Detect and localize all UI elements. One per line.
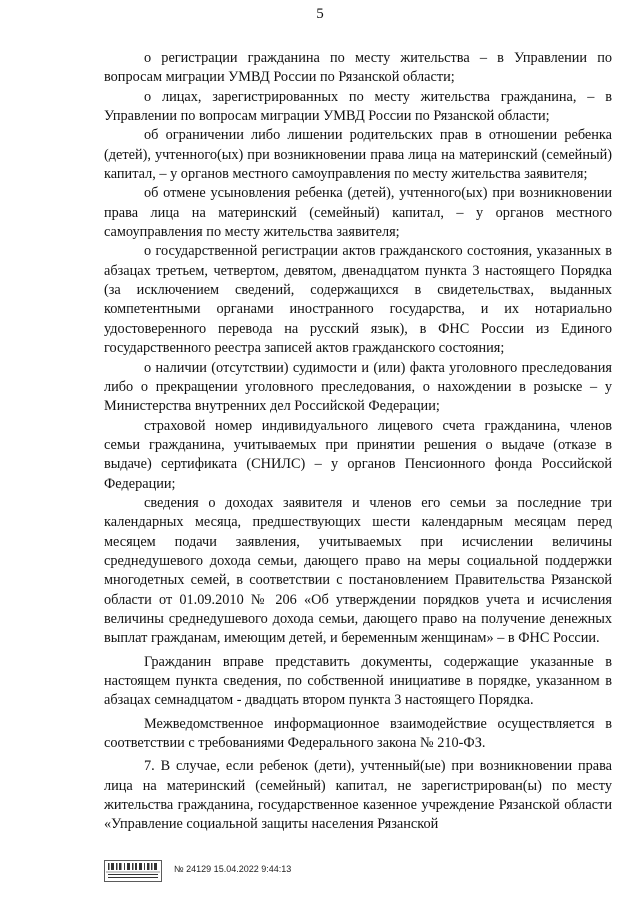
paragraph-civil-status: о государственной регистрации актов гражданского состояния, указанных в абзацах третьем, четвертом, девятом, двенадцатом пункта 3 настоящего Порядка (за исключением сведений, содержащихся в свидетельствах, выданных компетентными органами иностранного государства, и их нотариально удостоверенного перевода на русский язык), в ФНС России из Единого государственного реестра записей актов гражданского состояния;: [104, 243, 612, 357]
paragraph-parental-rights: об ограничении либо лишении родительских прав в отношении ребенка (детей), учтенного(ых) при возникновении права лица на материнский (семейный) капитал, – у органов местного самоуправления по месту жительства заявителя;: [104, 127, 612, 183]
document-registration-number: № 24129 15.04.2022 9:44:13: [174, 864, 292, 874]
barcode-stamp-icon: [104, 860, 162, 882]
paragraph-registered-persons: о лицах, зарегистрированных по месту жительства гражданина, – в Управлении по вопросам миграции УМВД России по Рязанской области;: [104, 88, 612, 125]
paragraph-item-7: 7. В случае, если ребенок (дети), учтенный(ые) при возникновении права лица на материнский (семейный) капитал, не зарегистрирован(ы) по месту жительства гражданина, государственное казенное учреждение Рязанской области «Управление социальной защиты населения Рязанской: [104, 758, 612, 833]
paragraph-criminal-record: о наличии (отсутствии) судимости и (или) факта уголовного преследования либо о прекращении уголовного преследования, о нахождении в розыске – у Министерства внутренних дел Российской Федерации;: [104, 359, 612, 415]
paragraph-interagency: Межведомственное информационное взаимодействие осуществляется в соответствии с требованиями Федерального закона № 210-ФЗ.: [104, 715, 612, 752]
paragraph-registration: о регистрации гражданина по месту жительства – в Управлении по вопросам миграции УМВД России по Рязанской области;: [104, 50, 612, 86]
document-footer: [104, 860, 404, 886]
document-body: [104, 49, 612, 835]
paragraph-income: сведения о доходах заявителя и членов его семьи за последние три календарных месяца, предшествующих шести календарным месяцам перед месяцем подачи заявления, учитываемых при исчислении величины среднедушевого дохода семьи, дающего право на меры социальной поддержки многодетных семей, в соответствии с постановлением Правительства Рязанской области от 01.09.2010 № 206 «Об утверждении порядков учета и исчисления величины среднедушевого дохода семьи, дающего право на получение денежных выплат гражданам, имеющим детей, и беременным женщинам» – в ФНС России.: [104, 494, 612, 647]
paragraph-adoption: об отмене усыновления ребенка (детей), учтенного(ых) при возникновении права лица на материнский (семейный) капитал, – у органов местного самоуправления по месту жительства заявителя;: [104, 185, 612, 241]
paragraph-snils: страховой номер индивидуального лицевого счета гражданина, членов семьи гражданина, учитываемых при принятии решения о выдаче (отказе в выдаче) сертификата (СНИЛС) – у органов Пенсионного фонда Российской Федерации;: [104, 417, 612, 492]
paragraph-own-initiative: Гражданин вправе представить документы, содержащие указанные в настоящем пункта сведения, по собственной инициативе в порядке, указанном в абзацах семнадцатом - двадцать втором пункта 3 настоящего Порядка.: [104, 653, 612, 709]
page-number: 5: [316, 6, 324, 22]
